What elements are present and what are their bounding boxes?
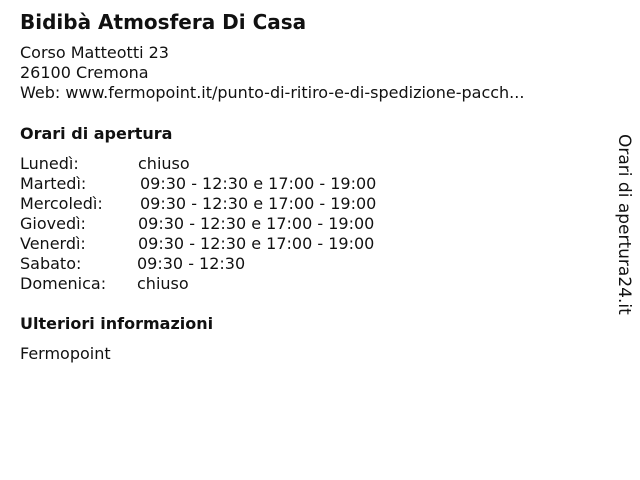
additional-info-heading: Ulteriori informazioni — [20, 314, 214, 333]
day-label: Martedì: — [20, 174, 87, 193]
opening-hours-heading: Orari di apertura — [20, 124, 173, 143]
time-value: chiuso — [138, 154, 190, 173]
business-name: Bidibà Atmosfera Di Casa — [20, 10, 307, 34]
city-address: 26100 Cremona — [20, 63, 149, 82]
day-label: Giovedì: — [20, 214, 86, 233]
time-value: 09:30 - 12:30 e 17:00 - 19:00 — [140, 194, 377, 213]
web-link[interactable]: Web: www.fermopoint.it/punto-di-ritiro-e-di-spedizione-pacch... — [20, 83, 525, 102]
time-value: 09:30 - 12:30 e 17:00 - 19:00 — [138, 234, 375, 253]
additional-info-text: Fermopoint — [20, 344, 111, 363]
watermark-container — [612, 134, 636, 315]
address-block — [20, 43, 524, 103]
day-label: Domenica: — [20, 274, 107, 293]
day-label: Venerdì: — [20, 234, 86, 253]
site-watermark: Orari di apertura24.it — [614, 134, 634, 315]
day-label: Lunedì: — [20, 154, 79, 173]
time-value: 09:30 - 12:30 e 17:00 - 19:00 — [140, 174, 377, 193]
day-label: Mercoledì: — [20, 194, 103, 213]
time-value: 09:30 - 12:30 e 17:00 - 19:00 — [138, 214, 375, 233]
time-value: 09:30 - 12:30 — [137, 254, 246, 273]
day-label: Sabato: — [20, 254, 82, 273]
street-address: Corso Matteotti 23 — [20, 43, 169, 62]
time-value: chiuso — [137, 274, 189, 293]
